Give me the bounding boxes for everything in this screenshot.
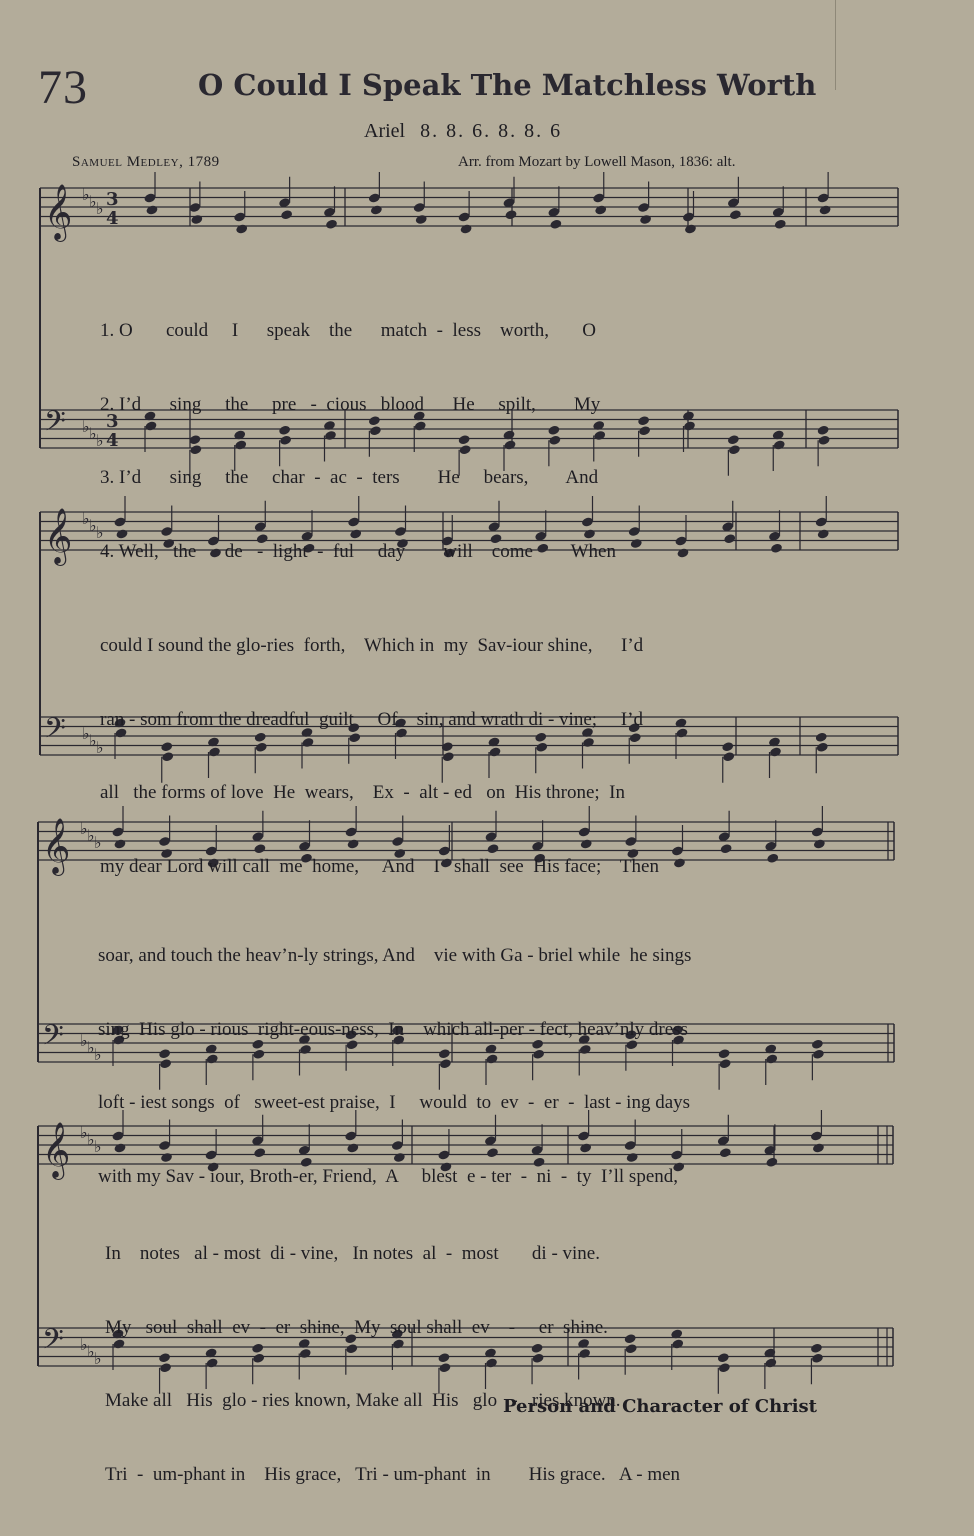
note-head [718,1362,731,1373]
note-head [819,204,832,215]
note-head [460,223,473,234]
treble-time-signature-top: 3 [106,189,119,210]
note-head [676,547,689,558]
lyric-verse-2: ran - som from the dreadful guilt Of sin, and wrath di - vine; I’d [100,708,643,730]
bass-time-signature-top: 3 [106,411,119,432]
lyric-verse-4: 4. Well, the de - light - ful day will come When [100,540,616,562]
bass-clef-icon: 𝄢 [44,405,66,445]
note-head [774,219,787,230]
flat-icon: ♭ [96,431,104,450]
flat-icon: ♭ [80,1335,88,1354]
flat-icon: ♭ [94,1349,102,1368]
flat-icon: ♭ [87,1130,95,1149]
note-head [817,528,830,539]
lyric-verse-1: could I sound the glo-ries forth, Which in my Sav-iour shine, I’d [100,635,644,656]
flat-icon: ♭ [80,1123,88,1142]
lyrics-system-1 [100,270,616,613]
note-head [722,751,735,762]
flat-icon: ♭ [82,417,90,436]
note-head [815,732,828,743]
note-head [727,434,740,445]
lyric-verse-2: My soul shall ev - er shine, My soul shall ev - er shine. [105,1316,608,1338]
note-head [190,214,203,225]
note-head [594,204,607,215]
note-head [235,223,248,234]
note-head [728,444,741,455]
note-head [729,209,742,220]
flat-icon: ♭ [89,192,97,211]
flat-icon: ♭ [80,819,88,838]
note-head [766,853,779,864]
lyrics-system-3 [98,895,691,1238]
bass-time-signature-bottom: 4 [106,430,119,451]
note-head [638,425,651,436]
flat-icon: ♭ [94,1137,102,1156]
note-head [773,439,786,450]
hymn-number: 73 [38,61,88,114]
note-head [675,727,688,738]
note-head [280,209,293,220]
note-head [770,543,783,554]
note-head [370,204,383,215]
note-head [504,209,517,220]
footer-category: Person and Character of Christ [503,1396,817,1417]
flat-icon: ♭ [89,424,97,443]
note-head [764,1357,777,1368]
flat-icon: ♭ [96,523,104,542]
lyric-verse-2: 2. I’d sing the pre - cious blood He spilt, My [100,393,601,415]
treble-clef-icon: 𝄞 [44,508,73,564]
note-head [673,857,686,868]
lyrics-system-4 [105,1193,680,1536]
note-head [723,533,736,544]
hymn-title: O Could I Speak The Matchless Worth [198,68,817,102]
note-head [810,1343,823,1354]
note-head [811,1353,824,1364]
note-head [719,1058,732,1069]
flat-icon: ♭ [82,185,90,204]
note-head [765,1157,778,1168]
note-head [684,223,697,234]
flat-icon: ♭ [82,724,90,743]
note-head [765,1053,778,1064]
note-head [813,838,826,849]
flat-icon: ♭ [87,826,95,845]
note-head [639,214,652,225]
lyric-verse-3: loft - iest songs of sweet-est praise, I would to ev - er - last - ing days [98,1092,691,1113]
flat-icon: ♭ [82,509,90,528]
note-head [811,1039,824,1050]
flat-icon: ♭ [89,516,97,535]
treble-time-signature-bottom: 4 [106,208,119,229]
meter: 8. 8. 6. 8. 8. 6 [420,120,563,142]
flat-icon: ♭ [89,731,97,750]
music-credit: Arr. from Mozart by Lowell Mason, 1836: alt. [458,154,736,170]
lyric-verse-1: soar, and touch the heav’n-ly strings, And vie with Ga - briel while he sings [98,945,692,966]
note-head [718,1048,731,1059]
flat-icon: ♭ [96,199,104,218]
note-head [818,435,831,446]
note-head [630,538,643,549]
treble-clef-icon: 𝄞 [44,184,73,240]
lyric-verse-1: In notes al - most di - vine, In notes al - most di - vine. [105,1243,600,1264]
lyric-verse-3: Make all His glo - ries known, Make all His glo - ries known. [105,1390,621,1411]
flat-icon: ♭ [94,833,102,852]
note-head [816,742,829,753]
note-head [717,1352,730,1363]
note-head [325,219,338,230]
lyric-verse-2: sing His glo - rious right-eous-ness, In which all-per - fect, heav’nly dress [98,1018,688,1040]
note-head [721,741,734,752]
tune-name: Ariel [364,120,406,142]
bass-clef-icon: 𝄢 [42,1323,64,1363]
flat-icon: ♭ [96,738,104,757]
note-head [145,204,158,215]
lyric-verse-4: Tri - um-phant in His grace, Tri - um-phant in His grace. A - men [105,1463,681,1485]
note-head [719,1147,732,1158]
note-head [549,219,562,230]
note-head [812,1142,825,1153]
flat-icon: ♭ [94,1045,102,1064]
note-head [720,843,733,854]
treble-clef-icon: 𝄞 [42,1122,71,1178]
flat-icon: ♭ [87,1038,95,1057]
note-head [817,425,830,436]
note-head [683,420,696,431]
lyrics-system-2 [100,585,659,928]
lyric-verse-4: my dear Lord will call me home, And I shall see His face; Then [100,855,659,877]
flat-icon: ♭ [80,1031,88,1050]
lyric-verse-1: 1. O could I speak the match - less worth, O [100,320,597,341]
bass-clef-icon: 𝄢 [44,712,66,752]
treble-clef-icon: 𝄞 [42,818,71,874]
lyric-verse-4: with my Sav - iour, Broth-er, Friend, A blest e - ter - ni - ty I’ll spend, [98,1165,679,1187]
flat-icon: ♭ [87,1342,95,1361]
lyric-verse-3: 3. I’d sing the char - ac - ters He bears, And [100,467,599,488]
note-head [415,214,428,225]
bass-clef-icon: 𝄢 [42,1019,64,1059]
note-head [812,1049,825,1060]
note-head [637,415,650,426]
words-credit: Samuel Medley, 1789 [72,154,220,170]
note-head [769,746,782,757]
lyric-verse-3: all the forms of love He wears, Ex - alt - ed on His throne; In [100,782,626,803]
